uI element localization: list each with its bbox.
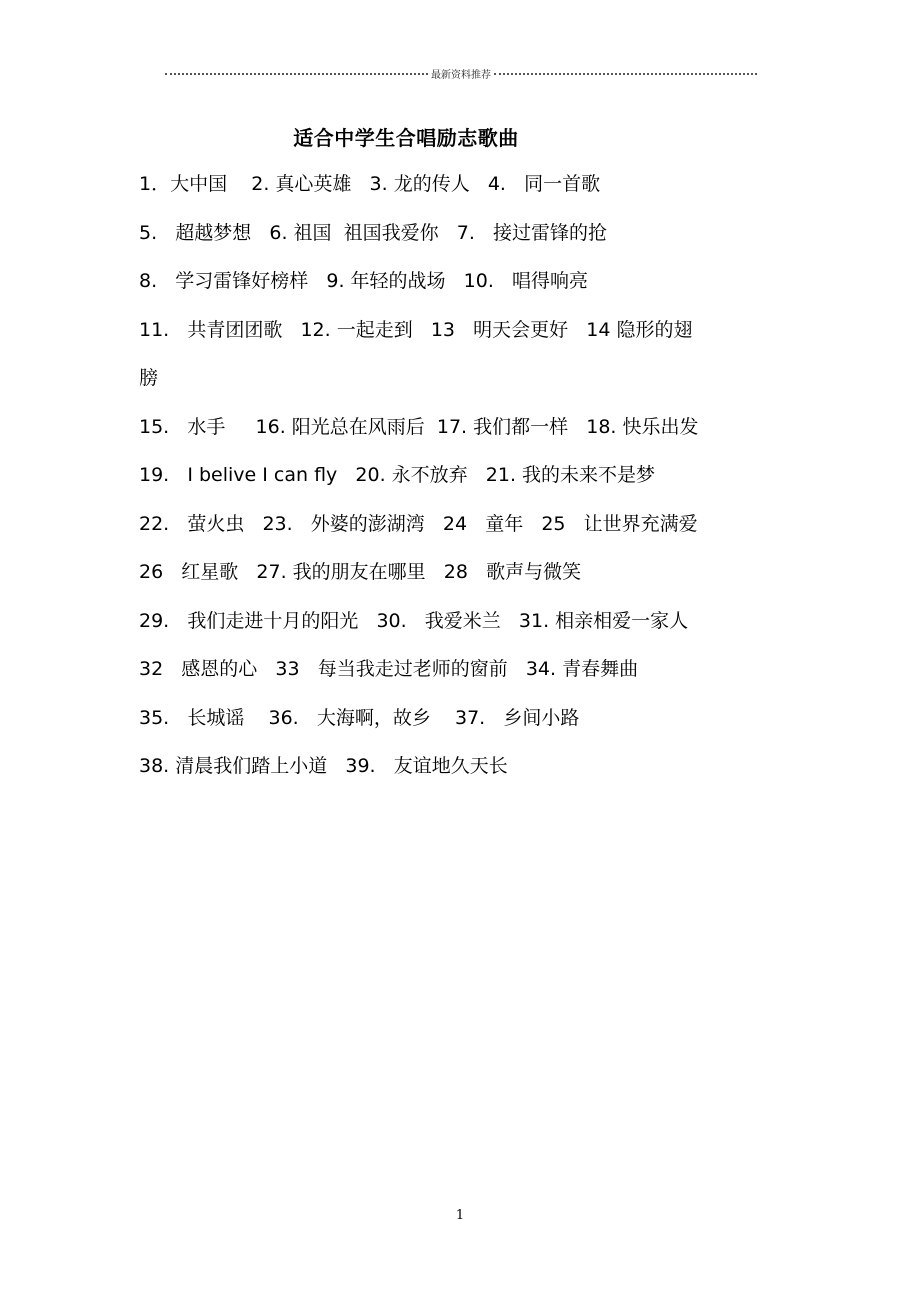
document-title: 适合中学生合唱励志歌曲 bbox=[293, 126, 519, 150]
song-list-line: 1．大中国 2. 真心英雄 3. 龙的传人 4. 同一首歌 bbox=[139, 173, 601, 195]
song-list-line: 32 感恩的心 33 每当我走过老师的窗前 34. 青春舞曲 bbox=[139, 658, 639, 680]
song-list-line: 29. 我们走进十月的阳光 30. 我爱米兰 31. 相亲相爱一家人 bbox=[139, 609, 689, 632]
song-list-line: 26 红星歌 27. 我的朋友在哪里 28 歌声与微笑 bbox=[139, 561, 582, 583]
header-dotted-rule-right bbox=[494, 73, 757, 75]
song-list-line: 11. 共青团团歌 12. 一起走到 13 明天会更好 14 隐形的翅 bbox=[139, 318, 693, 341]
song-list-line: 5. 超越梦想 6. 祖国 祖国我爱你 7. 接过雷锋的抢 bbox=[139, 221, 607, 244]
song-list-line: 19. I belive I can fly 20. 永不放弃 21. 我的未来不是梦 bbox=[139, 464, 656, 486]
song-list-line: 15. 水手 16. 阳光总在风雨后 17. 我们都一样 18. 快乐出发 bbox=[139, 415, 699, 438]
song-list bbox=[139, 166, 779, 797]
header-dotted-rule-left bbox=[165, 73, 428, 75]
song-list-line: 35. 长城谣 36. 大海啊，故乡 37. 乡间小路 bbox=[139, 706, 580, 729]
header-text: 最新资料推荐 bbox=[431, 69, 491, 81]
page-number: 1 bbox=[455, 1208, 465, 1223]
song-list-line: 22. 萤火虫 23. 外婆的澎湖湾 24 童年 25 让世界充满爱 bbox=[139, 512, 698, 535]
song-list-line: 38. 清晨我们踏上小道 39. 友谊地久天长 bbox=[139, 755, 508, 777]
page-header bbox=[165, 64, 757, 82]
song-list-line: 膀 bbox=[139, 367, 159, 389]
song-list-line: 8. 学习雷锋好榜样 9. 年轻的战场 10. 唱得响亮 bbox=[139, 270, 588, 292]
